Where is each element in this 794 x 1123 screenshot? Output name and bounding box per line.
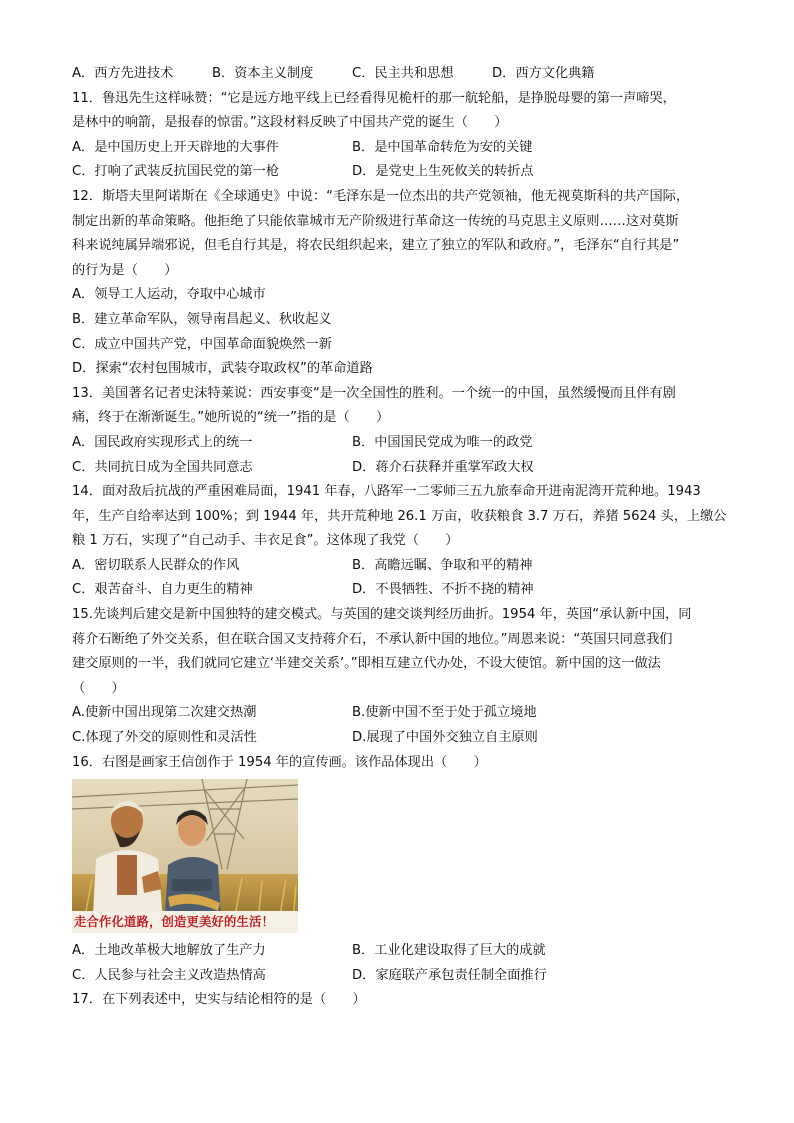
q13-option-d[interactable]: D．蒋介石获释并重掌军政大权 — [352, 459, 534, 475]
question-11 — [72, 87, 732, 185]
q15-option-a[interactable]: A.使新中国出现第二次建交热潮 — [72, 705, 257, 721]
q13-stem-line: 痛，终于在渐渐诞生。”她所说的“统一”指的是（ ） — [72, 410, 390, 426]
q16-option-c[interactable]: C．人民参与社会主义改造热情高 — [72, 967, 266, 983]
q16-option-d[interactable]: D．家庭联产承包责任制全面推行 — [352, 967, 547, 983]
q12-stem-line: 科来说纯属异端邪说，但毛自行其是，将农民组织起来，建立了独立的军队和政府。”，毛泽东“自行其是” — [72, 238, 680, 254]
q10-option-c[interactable]: C．民主共和思想 — [352, 66, 454, 81]
q15-option-b[interactable]: B.使新中国不至于处于孤立境地 — [352, 705, 537, 721]
q12-option-d[interactable]: D．探索“农村包围城市，武装夺取政权”的革命道路 — [72, 361, 373, 377]
q11-options-row — [72, 160, 732, 185]
q12-option-b[interactable]: B．建立革命军队，领导南昌起义、秋收起义 — [72, 311, 332, 327]
question-13 — [72, 382, 732, 480]
question-15 — [72, 603, 732, 751]
q15-stem-line: （ ） — [72, 680, 125, 696]
q13-option-b[interactable]: B．中国国民党成为唯一的政党 — [352, 434, 533, 450]
q15-options-row — [72, 701, 732, 726]
q13-option-a[interactable]: A．国民政府实现形式上的统一 — [72, 434, 253, 450]
q14-options-row — [72, 554, 732, 579]
q11-option-d[interactable]: D．是党史上生死攸关的转折点 — [352, 164, 534, 180]
q14-option-c[interactable]: C．艰苦奋斗、自力更生的精神 — [72, 582, 253, 598]
q10-option-d[interactable]: D．西方文化典籍 — [492, 66, 595, 81]
q14-stem-line: 14．面对敌后抗战的严重困难局面，1941 年春，八路军一二零师三五九旅奉命开进南泥湾开荒种地。1943 — [72, 484, 701, 500]
q12-stem-line: 制定出新的革命策略。他拒绝了只能依靠城市无产阶级进行革命这一传统的马克思主义原则……这对莫斯 — [72, 213, 679, 229]
poster-caption: 走合作化道路，创造更美好的生活！ — [72, 911, 298, 933]
question-14 — [72, 480, 732, 603]
q14-option-d[interactable]: D．不畏牺牲、不折不挠的精神 — [352, 582, 534, 598]
question-16 — [72, 751, 732, 989]
q12-option-a[interactable]: A．领导工人运动，夺取中心城市 — [72, 287, 266, 303]
question-17 — [72, 988, 732, 1013]
q14-stem-line: 粮 1 万石，实现了“自己动手、丰衣足食”。这体现了我党（ ） — [72, 533, 459, 549]
q17-stem-line: 17．在下列表述中，史实与结论相符的是（ ） — [72, 992, 366, 1008]
exam-page — [72, 62, 732, 1013]
q13-options-row — [72, 456, 732, 481]
q15-stem-line: 15.先谈判后建交是新中国独特的建交模式。与英国的建交谈判经历曲折。1954 年，英国“承认新中国，同 — [72, 607, 692, 623]
q16-stem-line: 16．右图是画家王信创作于 1954 年的宣传画。该作品体现出（ ） — [72, 754, 487, 770]
q13-stem-line: 13．美国著名记者史沫特莱说：西安事变“是一次全国性的胜利。一个统一的中国，虽然缓慢而且伴有剧 — [72, 385, 676, 401]
q11-option-b[interactable]: B．是中国革命转危为安的关键 — [352, 139, 533, 155]
q11-option-a[interactable]: A．是中国历史上开天辟地的大事件 — [72, 139, 279, 155]
q15-option-d[interactable]: D.展现了中国外交独立自主原则 — [352, 730, 538, 746]
q12-option-c[interactable]: C．成立中国共产党，中国革命面貌焕然一新 — [72, 336, 332, 352]
q10-option-a[interactable]: A．西方先进技术 — [72, 66, 174, 81]
question-12 — [72, 185, 732, 382]
q14-options-row — [72, 578, 732, 603]
q15-stem-line: 建交原则的一半，我们就同它建立‘半建交关系’。”即相互建立代办处，不设大使馆。新中国的这一做法 — [72, 656, 661, 672]
q12-stem-line: 12．斯塔夫里阿诺斯在《全球通史》中说：“毛泽东是一位杰出的共产党领袖，他无视莫斯科的共产国际， — [72, 188, 690, 204]
q15-stem-line: 蒋介石断绝了外交关系，但在联合国又支持蒋介石，不承认新中国的地位。”周恩来说：“英国只同意我们 — [72, 631, 673, 647]
q14-stem-line: 年，生产自给率达到 100%；到 1944 年，共开荒种地 26.1 万亩，收获粮食 3.7 万石，养猪 5624 头，上缴公 — [72, 508, 727, 524]
q14-option-a[interactable]: A．密切联系人民群众的作风 — [72, 557, 240, 573]
q16-options-row — [72, 939, 732, 964]
q13-options-row — [72, 431, 732, 456]
q10-options — [72, 62, 732, 87]
propaganda-poster-image — [72, 779, 298, 933]
q14-option-b[interactable]: B．高瞻远瞩、争取和平的精神 — [352, 557, 533, 573]
q11-stem-line: 11．鲁迅先生这样咏赞：“它是远方地平线上已经看得见桅杆的那一航轮船，是挣脱母婴的第一声啼哭， — [72, 90, 676, 106]
q15-options-row — [72, 726, 732, 751]
q15-option-c[interactable]: C.体现了外交的原则性和灵活性 — [72, 730, 257, 746]
q16-option-a[interactable]: A．土地改革极大地解放了生产力 — [72, 943, 266, 959]
q13-option-c[interactable]: C．共同抗日成为全国共同意志 — [72, 459, 253, 475]
q11-options-row — [72, 136, 732, 161]
q10-option-b[interactable]: B．资本主义制度 — [212, 66, 314, 81]
q16-option-b[interactable]: B．工业化建设取得了巨大的成就 — [352, 943, 546, 959]
q16-options-row — [72, 964, 732, 989]
q11-stem-line: 是林中的响箭，是报春的惊雷。”这段材料反映了中国共产党的诞生（ ） — [72, 115, 508, 131]
q12-stem-line: 的行为是（ ） — [72, 262, 178, 278]
poster-illustration — [72, 779, 298, 933]
q11-option-c[interactable]: C．打响了武装反抗国民党的第一枪 — [72, 164, 280, 180]
